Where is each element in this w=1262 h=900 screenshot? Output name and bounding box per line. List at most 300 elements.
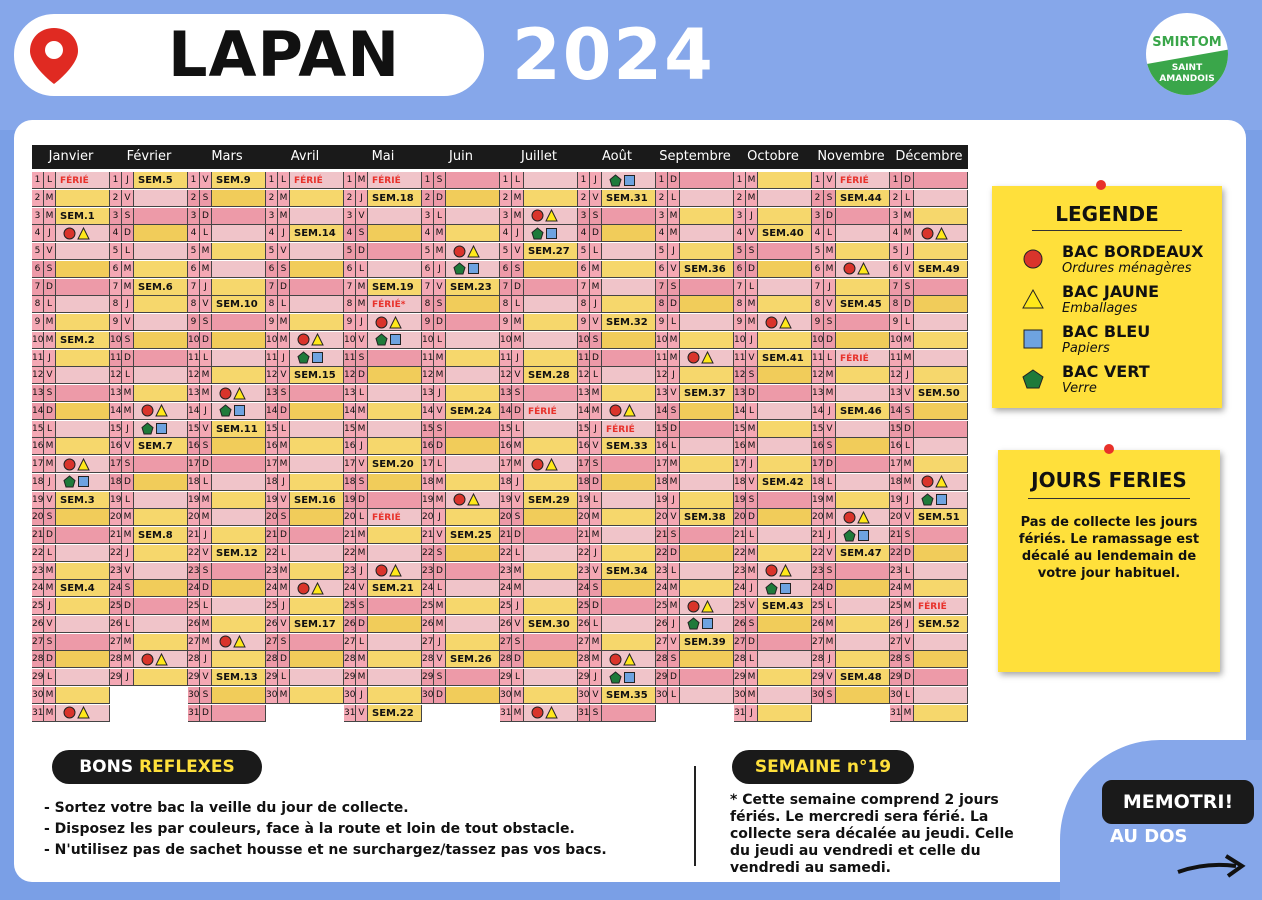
- red-circle-icon: [609, 653, 622, 666]
- day-letter: D: [122, 225, 134, 242]
- day-letter: V: [278, 243, 290, 260]
- day-number: 3: [344, 208, 356, 225]
- day-number: 4: [344, 225, 356, 242]
- day-number: 27: [890, 634, 902, 651]
- collection-entry: [446, 243, 500, 260]
- day-letter: V: [200, 421, 212, 438]
- list-item: - Disposez les par couleurs, face à la route et loin de tout obstacle.: [44, 821, 575, 837]
- day-letter: D: [824, 456, 836, 473]
- day-letter: J: [512, 474, 524, 491]
- day-letter: V: [824, 545, 836, 562]
- list-item: - N'utilisez pas de sachet housse et ne surchargez/tassez pas vos bacs.: [44, 842, 607, 858]
- day-letter: S: [746, 243, 758, 260]
- day-number: 8: [188, 296, 200, 313]
- day-number: 3: [656, 208, 668, 225]
- day-number: 23: [266, 563, 278, 580]
- collection-entry: [836, 243, 890, 260]
- collection-entry: [290, 261, 344, 278]
- day-letter: L: [902, 438, 914, 455]
- collection-entry: [56, 279, 110, 296]
- day-letter: D: [824, 332, 836, 349]
- day-number: 20: [32, 509, 44, 526]
- day-letter: M: [278, 190, 290, 207]
- collection-entry: SEM.13: [212, 669, 266, 686]
- day-letter: J: [902, 492, 914, 509]
- day-number: 2: [188, 190, 200, 207]
- day-letter: M: [434, 243, 446, 260]
- day-number: 10: [578, 332, 590, 349]
- collection-entry: [290, 190, 344, 207]
- day-letter: V: [44, 616, 56, 633]
- day-number: 12: [734, 367, 746, 384]
- blue-square-icon: [1022, 328, 1044, 350]
- collection-entry: SEM.19: [368, 279, 422, 296]
- day-number: 8: [266, 296, 278, 313]
- day-number: 20: [656, 509, 668, 526]
- day-number: 29: [734, 669, 746, 686]
- day-number: 7: [656, 279, 668, 296]
- day-number: 18: [422, 474, 434, 491]
- collection-entry: [446, 225, 500, 242]
- day-number: 25: [110, 598, 122, 615]
- day-letter: L: [356, 385, 368, 402]
- collection-entry: [290, 350, 344, 367]
- collection-entry: [56, 421, 110, 438]
- collection-entry: [602, 243, 656, 260]
- day-letter: V: [356, 208, 368, 225]
- collection-entry: FÉRIÉ: [368, 172, 422, 189]
- collection-entry: [914, 456, 968, 473]
- day-number: 23: [110, 563, 122, 580]
- day-letter: V: [122, 563, 134, 580]
- green-pentagon-icon: [219, 404, 232, 417]
- day-number: 3: [500, 208, 512, 225]
- collection-entry: [368, 616, 422, 633]
- day-letter: L: [434, 456, 446, 473]
- day-letter: L: [356, 634, 368, 651]
- day-letter: J: [590, 545, 602, 562]
- day-letter: S: [590, 580, 602, 597]
- collection-entry: [368, 527, 422, 544]
- day-number: 9: [734, 314, 746, 331]
- day-letter: M: [434, 616, 446, 633]
- collection-entry: [758, 385, 812, 402]
- day-letter: D: [668, 296, 680, 313]
- collection-entry: SEM.41: [758, 350, 812, 367]
- day-number: 16: [812, 438, 824, 455]
- green-pentagon-icon: [375, 333, 388, 346]
- day-letter: J: [44, 474, 56, 491]
- red-circle-icon: [297, 582, 310, 595]
- day-number: 20: [578, 509, 590, 526]
- day-letter: J: [512, 350, 524, 367]
- collection-entry: [368, 332, 422, 349]
- day-number: 23: [422, 563, 434, 580]
- day-number: 7: [422, 279, 434, 296]
- day-letter: J: [512, 598, 524, 615]
- blue-square-icon: [935, 493, 948, 506]
- day-number: 4: [734, 225, 746, 242]
- month-header: Novembre: [812, 145, 890, 169]
- month-header: Juillet: [500, 145, 578, 169]
- day-letter: S: [122, 580, 134, 597]
- day-letter: D: [278, 527, 290, 544]
- day-number: 21: [266, 527, 278, 544]
- collection-entry: FÉRIÉ: [602, 421, 656, 438]
- collection-entry: [680, 438, 734, 455]
- day-letter: V: [824, 421, 836, 438]
- day-letter: S: [278, 509, 290, 526]
- day-number: 2: [656, 190, 668, 207]
- day-number: 31: [734, 705, 746, 722]
- day-letter: D: [434, 314, 446, 331]
- day-letter: M: [824, 261, 836, 278]
- blue-square-icon: [857, 529, 870, 542]
- day-number: 11: [344, 350, 356, 367]
- collection-entry: [758, 509, 812, 526]
- day-letter: J: [824, 279, 836, 296]
- day-number: 22: [32, 545, 44, 562]
- day-number: 25: [656, 598, 668, 615]
- day-number: 15: [188, 421, 200, 438]
- yellow-triangle-icon: [389, 316, 402, 329]
- day-letter: V: [590, 563, 602, 580]
- collection-entry: [914, 545, 968, 562]
- day-letter: M: [902, 598, 914, 615]
- day-letter: M: [902, 225, 914, 242]
- collection-entry: [758, 279, 812, 296]
- day-letter: M: [356, 403, 368, 420]
- day-letter: M: [44, 190, 56, 207]
- day-number: 25: [32, 598, 44, 615]
- day-letter: M: [824, 616, 836, 633]
- day-number: 20: [890, 509, 902, 526]
- day-number: 16: [188, 438, 200, 455]
- collection-entry: [56, 296, 110, 313]
- collection-entry: [758, 332, 812, 349]
- collection-entry: [446, 509, 500, 526]
- day-letter: V: [668, 261, 680, 278]
- collection-entry: [212, 456, 266, 473]
- collection-entry: [368, 492, 422, 509]
- day-letter: L: [122, 243, 134, 260]
- day-number: 28: [578, 651, 590, 668]
- collection-entry: [914, 172, 968, 189]
- collection-entry: [212, 403, 266, 420]
- collection-entry: [602, 332, 656, 349]
- day-number: 17: [656, 456, 668, 473]
- collection-entry: [134, 385, 188, 402]
- day-letter: D: [434, 687, 446, 704]
- collection-entry: [836, 492, 890, 509]
- collection-entry: SEM.29: [524, 492, 578, 509]
- yellow-triangle-icon: [545, 458, 558, 471]
- collection-entry: [602, 208, 656, 225]
- collection-entry: [212, 314, 266, 331]
- day-number: 7: [578, 279, 590, 296]
- town-name: LAPAN: [168, 18, 401, 91]
- day-number: 4: [110, 225, 122, 242]
- day-number: 24: [188, 580, 200, 597]
- day-letter: M: [590, 527, 602, 544]
- collection-entry: [680, 563, 734, 580]
- collection-entry: [602, 634, 656, 651]
- yellow-triangle-icon: [623, 404, 636, 417]
- day-letter: V: [44, 367, 56, 384]
- day-letter: L: [44, 421, 56, 438]
- day-number: 30: [500, 687, 512, 704]
- collection-entry: [212, 580, 266, 597]
- collection-entry: SEM.39: [680, 634, 734, 651]
- collection-entry: [914, 225, 968, 242]
- day-number: 21: [500, 527, 512, 544]
- collection-entry: [368, 403, 422, 420]
- day-letter: L: [902, 563, 914, 580]
- day-number: 10: [422, 332, 434, 349]
- day-letter: S: [200, 314, 212, 331]
- collection-entry: [602, 580, 656, 597]
- day-number: 6: [188, 261, 200, 278]
- collection-entry: [446, 687, 500, 704]
- collection-entry: SEM.11: [212, 421, 266, 438]
- collection-entry: [524, 208, 578, 225]
- yellow-triangle-icon: [545, 209, 558, 222]
- pushpin-icon: [1104, 444, 1114, 454]
- collection-entry: [56, 385, 110, 402]
- yellow-triangle-icon: [155, 404, 168, 417]
- collection-entry: [368, 687, 422, 704]
- day-letter: D: [122, 350, 134, 367]
- collection-entry: [758, 208, 812, 225]
- day-number: 7: [188, 279, 200, 296]
- day-number: 13: [812, 385, 824, 402]
- collection-entry: [524, 669, 578, 686]
- collection-entry: SEM.42: [758, 474, 812, 491]
- collection-entry: [134, 509, 188, 526]
- day-letter: M: [902, 705, 914, 722]
- collection-entry: [680, 527, 734, 544]
- collection-entry: [758, 403, 812, 420]
- day-number: 19: [812, 492, 824, 509]
- collection-entry: [368, 634, 422, 651]
- day-letter: S: [44, 509, 56, 526]
- day-number: 18: [188, 474, 200, 491]
- collection-entry: SEM.50: [914, 385, 968, 402]
- day-number: 14: [500, 403, 512, 420]
- day-letter: L: [590, 243, 602, 260]
- day-letter: V: [356, 456, 368, 473]
- collection-entry: [368, 669, 422, 686]
- collection-entry: [524, 705, 578, 722]
- day-number: 10: [188, 332, 200, 349]
- day-letter: V: [824, 669, 836, 686]
- day-letter: J: [668, 616, 680, 633]
- collection-entry: [212, 651, 266, 668]
- green-pentagon-icon: [531, 227, 544, 240]
- day-number: 12: [422, 367, 434, 384]
- collection-entry: [212, 438, 266, 455]
- day-number: 16: [734, 438, 746, 455]
- day-number: 20: [422, 509, 434, 526]
- day-letter: D: [122, 598, 134, 615]
- day-letter: M: [200, 261, 212, 278]
- day-number: 2: [32, 190, 44, 207]
- day-number: 19: [188, 492, 200, 509]
- collection-entry: SEM.48: [836, 669, 890, 686]
- day-letter: S: [200, 563, 212, 580]
- day-letter: M: [122, 261, 134, 278]
- day-number: 7: [344, 279, 356, 296]
- day-number: 12: [578, 367, 590, 384]
- collection-entry: [602, 492, 656, 509]
- day-letter: J: [278, 225, 290, 242]
- collection-entry: [680, 279, 734, 296]
- day-number: 21: [812, 527, 824, 544]
- day-letter: S: [44, 261, 56, 278]
- day-number: 22: [734, 545, 746, 562]
- day-number: 25: [344, 598, 356, 615]
- day-letter: J: [746, 208, 758, 225]
- collection-entry: [914, 332, 968, 349]
- day-number: 9: [32, 314, 44, 331]
- collection-entry: [368, 385, 422, 402]
- collection-entry: FÉRIÉ: [290, 172, 344, 189]
- day-number: 30: [188, 687, 200, 704]
- collection-entry: FÉRIÉ: [524, 403, 578, 420]
- day-letter: J: [590, 421, 602, 438]
- day-letter: M: [824, 509, 836, 526]
- blue-square-icon: [233, 404, 246, 417]
- day-number: 11: [422, 350, 434, 367]
- day-letter: J: [44, 598, 56, 615]
- day-number: 4: [32, 225, 44, 242]
- yellow-triangle-icon: [389, 564, 402, 577]
- day-letter: M: [590, 385, 602, 402]
- collection-entry: [836, 208, 890, 225]
- day-letter: L: [824, 598, 836, 615]
- day-letter: J: [668, 492, 680, 509]
- collection-entry: SEM.15: [290, 367, 344, 384]
- day-number: 25: [734, 598, 746, 615]
- day-letter: M: [668, 225, 680, 242]
- yellow-triangle-icon: [701, 351, 714, 364]
- collection-entry: [758, 261, 812, 278]
- yellow-triangle-icon: [233, 387, 246, 400]
- collection-entry: [602, 279, 656, 296]
- day-number: 28: [32, 651, 44, 668]
- collection-entry: [524, 279, 578, 296]
- day-number: 25: [890, 598, 902, 615]
- day-letter: M: [746, 438, 758, 455]
- yellow-triangle-icon: [779, 316, 792, 329]
- day-number: 26: [32, 616, 44, 633]
- collection-entry: [836, 421, 890, 438]
- collection-entry: [680, 651, 734, 668]
- day-letter: M: [278, 580, 290, 597]
- day-number: 13: [110, 385, 122, 402]
- collection-entry: [758, 492, 812, 509]
- day-letter: S: [278, 261, 290, 278]
- day-letter: M: [512, 314, 524, 331]
- day-letter: D: [512, 279, 524, 296]
- day-letter: L: [746, 279, 758, 296]
- collection-entry: [836, 580, 890, 597]
- day-letter: M: [44, 332, 56, 349]
- collection-entry: SEM.33: [602, 438, 656, 455]
- collection-entry: [212, 687, 266, 704]
- day-letter: S: [122, 208, 134, 225]
- collection-entry: [56, 669, 110, 686]
- day-letter: D: [200, 208, 212, 225]
- collection-entry: [56, 190, 110, 207]
- day-number: 18: [32, 474, 44, 491]
- day-letter: V: [902, 385, 914, 402]
- day-letter: L: [44, 296, 56, 313]
- day-number: 11: [890, 350, 902, 367]
- day-number: 26: [344, 616, 356, 633]
- day-letter: V: [122, 314, 134, 331]
- day-number: 18: [266, 474, 278, 491]
- day-letter: V: [590, 438, 602, 455]
- day-letter: L: [902, 314, 914, 331]
- month-header: Décembre: [890, 145, 968, 169]
- collection-entry: [914, 651, 968, 668]
- collection-entry: SEM.45: [836, 296, 890, 313]
- day-letter: D: [590, 598, 602, 615]
- day-letter: L: [902, 190, 914, 207]
- day-number: 27: [500, 634, 512, 651]
- day-letter: V: [746, 350, 758, 367]
- day-letter: D: [668, 172, 680, 189]
- day-letter: S: [434, 545, 446, 562]
- day-letter: D: [200, 332, 212, 349]
- collection-entry: [680, 190, 734, 207]
- day-number: 29: [422, 669, 434, 686]
- day-number: 25: [422, 598, 434, 615]
- day-number: 8: [500, 296, 512, 313]
- day-number: 20: [500, 509, 512, 526]
- day-letter: J: [824, 527, 836, 544]
- green-pentagon-icon: [843, 529, 856, 542]
- day-number: 25: [266, 598, 278, 615]
- red-circle-icon: [375, 316, 388, 329]
- day-letter: V: [122, 190, 134, 207]
- day-number: 14: [578, 403, 590, 420]
- day-number: 29: [890, 669, 902, 686]
- day-letter: S: [824, 438, 836, 455]
- day-number: 24: [32, 580, 44, 597]
- day-letter: L: [512, 296, 524, 313]
- day-number: 15: [344, 421, 356, 438]
- collection-entry: [680, 367, 734, 384]
- day-number: 1: [422, 172, 434, 189]
- collection-entry: [290, 421, 344, 438]
- day-number: 16: [890, 438, 902, 455]
- day-number: 8: [578, 296, 590, 313]
- day-number: 1: [812, 172, 824, 189]
- day-number: 30: [734, 687, 746, 704]
- collection-entry: SEM.26: [446, 651, 500, 668]
- day-letter: V: [746, 474, 758, 491]
- collection-entry: [446, 421, 500, 438]
- collection-entry: [602, 509, 656, 526]
- collection-entry: [134, 350, 188, 367]
- collection-entry: [602, 527, 656, 544]
- collection-entry: [680, 172, 734, 189]
- collection-entry: SEM.5: [134, 172, 188, 189]
- day-number: 22: [578, 545, 590, 562]
- collection-entry: SEM.25: [446, 527, 500, 544]
